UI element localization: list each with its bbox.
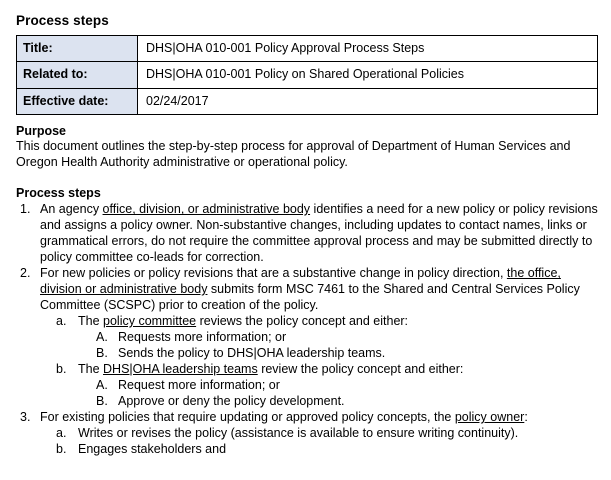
list-item-marker: B. — [96, 346, 108, 361]
process-steps-heading: Process steps — [16, 186, 101, 201]
step-text: : — [524, 410, 528, 425]
list-item — [20, 265, 598, 409]
list-item-text — [40, 202, 598, 264]
step-text: The — [78, 362, 104, 377]
list-item-text — [118, 346, 385, 360]
list-item — [96, 377, 598, 393]
list-item-text — [78, 426, 518, 440]
step-text: Sends the policy to DHS|OHA leadership teams. — [118, 346, 386, 361]
list-item-text — [118, 394, 345, 408]
step-term-underlined[interactable]: the office, division or administrative body — [40, 266, 561, 297]
step-text: Requests more information; or — [118, 330, 287, 345]
list-item — [20, 409, 598, 457]
list-item-text — [40, 266, 580, 312]
list-item-marker: 2. — [20, 266, 31, 281]
list-item — [20, 201, 598, 265]
step-term-underlined[interactable]: office, division, or administrative body — [102, 202, 311, 217]
metadata-value-effective-date: 02/24/2017 — [138, 88, 598, 114]
process-steps-sublist-level-1 — [16, 201, 598, 457]
list-item-text — [118, 378, 280, 392]
list-item — [56, 425, 598, 441]
list-item-marker: A. — [96, 330, 108, 345]
metadata-table — [16, 35, 598, 115]
step-text: identifies a need for a new policy or policy revisions and assigns a policy owner. Non-substantive changes, including updates to contact names, links or grammatical errors, do not require the committee approval process and may be submitted directly to policy committee co-leads for correction. — [40, 202, 598, 265]
list-item-text — [40, 410, 528, 424]
metadata-value-title: DHS|OHA 010-001 Policy Approval Process Steps — [138, 36, 598, 62]
list-item-text — [78, 362, 463, 376]
process-steps-sublist-level-3 — [78, 329, 598, 361]
step-text: Approve or deny the policy development. — [118, 394, 345, 409]
list-item-marker: 1. — [20, 202, 31, 217]
step-text: Writes or revises the policy (assistance is available to ensure writing continuity). — [78, 426, 519, 441]
list-item-marker: B. — [96, 394, 108, 409]
metadata-label-title: Title: — [17, 36, 138, 62]
list-item — [56, 441, 598, 457]
list-item — [56, 361, 598, 409]
purpose-heading: Purpose — [16, 124, 67, 139]
step-term-underlined[interactable]: policy owner — [454, 410, 525, 425]
process-steps-sublist-level-2 — [40, 313, 598, 409]
list-item-marker: b. — [56, 362, 67, 377]
process-steps-sublist-level-3 — [78, 377, 598, 409]
list-item-marker: a. — [56, 426, 67, 441]
list-item-marker: b. — [56, 442, 67, 457]
list-item — [96, 345, 598, 361]
list-item — [56, 313, 598, 361]
table-row — [17, 36, 598, 62]
list-item — [96, 393, 598, 409]
step-text: An agency — [40, 202, 103, 217]
list-item-marker: 3. — [20, 410, 31, 425]
step-text: The — [78, 314, 104, 329]
list-item-text — [78, 442, 226, 456]
step-text: Request more information; or — [118, 378, 280, 393]
step-term-underlined[interactable]: policy committee — [103, 314, 197, 329]
metadata-table-body — [17, 36, 598, 115]
step-term-underlined[interactable]: DHS|OHA leadership teams — [103, 362, 258, 377]
step-text: review the policy concept and either: — [257, 362, 464, 377]
purpose-text: This document outlines the step-by-step process for approval of Department of Human Services and Oregon Health Authority administrative or operational policy. — [16, 139, 571, 170]
list-item — [96, 329, 598, 345]
list-item-text — [118, 330, 286, 344]
list-item-text — [78, 314, 408, 328]
process-steps-sublist-level-2 — [40, 425, 598, 457]
table-row — [17, 62, 598, 88]
step-text: For existing policies that require updating or approved policy concepts, the — [40, 410, 455, 425]
step-text: reviews the policy concept and either: — [196, 314, 409, 329]
metadata-label-effective-date: Effective date: — [17, 88, 138, 114]
page-title: Process steps — [16, 13, 109, 28]
table-row — [17, 88, 598, 114]
list-item-marker: a. — [56, 314, 67, 329]
step-text: For new policies or policy revisions that are a substantive change in policy direction, — [40, 266, 507, 281]
step-text: submits form MSC 7461 to the Shared and Central Services Policy Committee (SCSPC) prior to creation of the policy. — [40, 282, 580, 313]
list-item-marker: A. — [96, 378, 108, 393]
metadata-label-related-to: Related to: — [17, 62, 138, 88]
metadata-value-related-to: DHS|OHA 010-001 Policy on Shared Operational Policies — [138, 62, 598, 88]
step-text: Engages stakeholders and — [78, 442, 227, 457]
